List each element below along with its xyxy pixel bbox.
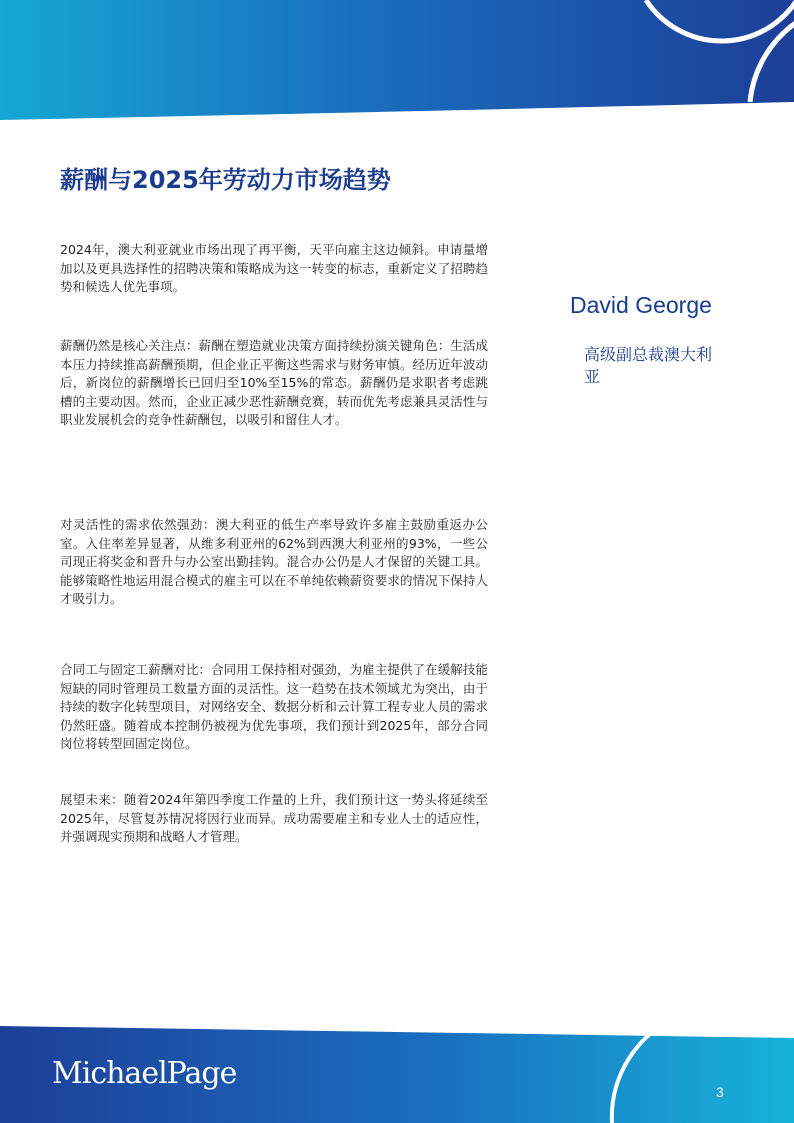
paragraph-salary: 薪酬仍然是核心关注点：薪酬在塑造就业决策方面持续扮演关键角色：生活成本压力持续推高薪酬预期，但企业正平衡这些需求与财务审慎。经历近年波动后，新岗位的薪酬增长已回归至10%至15%的常态。薪酬仍是求职者考虑跳槽的主要动因。然而，企业正减少恶性薪酬竞赛，转而优先考虑兼具灵活性与职业发展机会的竞争性薪酬包，以吸引和留住人才。 xyxy=(60,338,488,428)
author-role: 高级副总裁澳大利亚 xyxy=(584,345,713,386)
paragraph-contract: 合同工与固定工薪酬对比：合同用工保持相对强劲，为雇主提供了在缓解技能短缺的同时管理员工数量方面的灵活性。这一趋势在技术领域尤为突出，由于持续的数字化转型项目，对网络安全、数据分析和云计算工程专业人员的需求仍然旺盛。随着成本控制仍被视为优先事项，我们预计到2025年，部分合同岗位将转型回固定岗位。 xyxy=(60,662,488,752)
paragraph-intro: 2024年，澳大利亚就业市场出现了再平衡，天平向雇主这边倾斜。申请量增加以及更具选择性的招聘决策和策略成为这一转变的标志，重新定义了招聘趋势和候选人优先事项。 xyxy=(60,242,488,295)
paragraph-flexibility: 对灵活性的需求依然强劲：澳大利亚的低生产率导致许多雇主鼓励重返办公室。入住率差异显著，从维多利亚州的62%到西澳大利亚州的93%，一些公司现正将奖金和晋升与办公室出勤挂钩。混合办公仍是人才保留的关键工具。能够策略性地运用混合模式的雇主可以在不单纯依赖薪资要求的情况下保持人才吸引力。 xyxy=(60,517,488,607)
page-title: 薪酬与2025年劳动力市场趋势 xyxy=(60,166,391,194)
paragraph-outlook: 展望未来：随着2024年第四季度工作量的上升，我们预计这一势头将延续至2025年，尽管复苏情况将因行业而异。成功需要雇主和专业人士的适应性，并强调现实预期和战略人才管理。 xyxy=(60,792,488,845)
page-number: 3 xyxy=(716,1084,724,1100)
author-name: David George xyxy=(570,292,712,318)
michael-page-logo: MichaelPage xyxy=(52,1056,237,1091)
header-banner xyxy=(0,0,794,120)
